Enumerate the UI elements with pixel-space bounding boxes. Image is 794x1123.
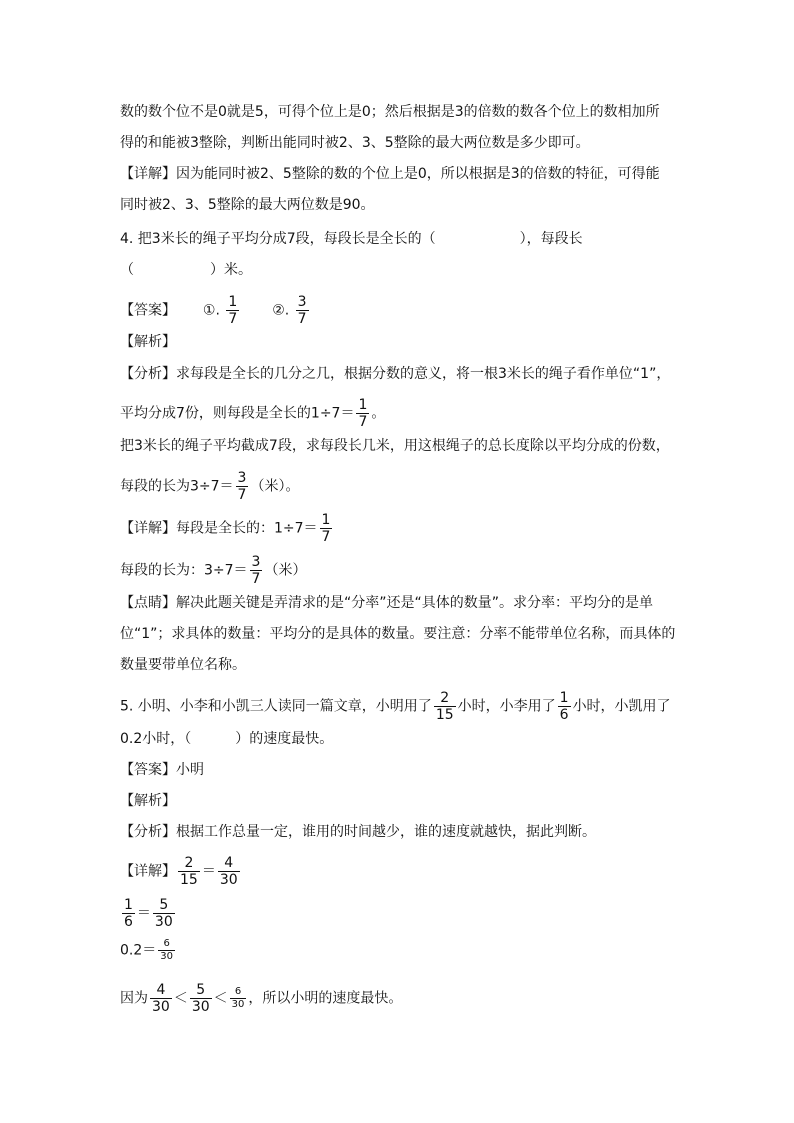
q4-stem-line-1 [120,229,583,249]
q4-fenxi-4-end: （米）。 [250,478,300,495]
q4-xiangjie-1-text: 【详解】每段是全长的：1÷7＝ [120,520,318,537]
q4-stem-line-2 [120,260,252,280]
q5-less-than-1: ＜ [173,990,188,1007]
q4-answer-line [120,294,311,327]
q5-stem-line-1 [120,690,671,723]
q5-fenxi: 【分析】根据工作总量一定，谁用的时间越少，谁的速度就越快，据此判断。 [120,824,596,840]
q4-fenxi-3: 把3米长的绳子平均截成7段，求每段长几米，用这根绳子的总长度除以平均分成的份数， [120,438,670,454]
q5-eq2-right-fraction: $\frac{5}{30}$ [154,897,173,930]
q4-answer-label: 【答案】 [120,302,176,319]
intro-line-2: 得的和能被3整除，判断出能同时被2、3、5整除的最大两位数是多少即可。 [120,135,590,151]
q4-dianjing-1: 【点睛】解决此题关键是弄清求的是“分率”还是“具体的数量”。求分率：平均分的是单 [120,595,654,611]
q4-jiexi: 【解析】 [120,334,176,350]
q4-ans2-fraction: $\frac{3}{7}$ [297,294,307,327]
q5-eq2-left-fraction: $\frac{1}{6}$ [124,897,133,930]
q4-stem-2b: ）米。 [210,262,252,278]
q4-ans2-prefix: ②. [272,302,290,319]
q5-eq1-sign: ＝ [201,863,216,880]
q5-stem-2a: 0.2小时，（ [120,731,192,747]
q5-conclusion-suffix: ，所以小明的速度最快。 [248,990,403,1007]
q5-jiexi: 【解析】 [120,793,176,809]
q5-stem-1c: 小时，小凯用了 [572,698,671,715]
q5-conclusion-fraction-1: $\frac{4}{30}$ [152,982,170,1015]
q5-stem-fraction-2: $\frac{1}{6}$ [559,690,569,723]
q5-eq2-sign: ＝ [136,905,151,922]
q4-fenxi-4-fraction: $\frac{3}{7}$ [237,470,247,503]
q4-dianjing-3: 数量要带单位名称。 [120,657,246,673]
q4-ans1-prefix: ①. [202,302,220,319]
q5-conclusion-prefix: 因为 [120,990,148,1007]
q5-eq3-left: 0.2＝ [120,942,157,959]
q5-stem-1a: 5. 小明、小李和小凯三人读同一篇文章，小明用了 [120,698,432,715]
q5-conclusion [120,982,402,1015]
q5-eq3 [120,938,177,963]
q5-xiangjie-label: 【详解】 [120,863,176,880]
q4-xiangjie-2-fraction: $\frac{3}{7}$ [251,554,261,587]
q5-less-than-2: ＜ [213,990,228,1007]
q4-dianjing-2: 位“1”；求具体的数量：平均分的是具体的数量。要注意：分率不能带单位名称，而具体的 [120,626,676,642]
q4-fenxi-4 [120,470,299,503]
q5-answer: 【答案】小明 [120,762,204,778]
q4-xiangjie-2-end: （米） [264,562,307,579]
intro-line-3: 【详解】因为能同时被2、5整除的数的个位上是0，所以根据是3的倍数的特征，可得能 [120,166,660,182]
q4-stem-1a: 4. 把3米长的绳子平均分成7段，每段长是全长的（ [120,231,436,247]
intro-line-1: 数的数个位不是0就是5，可得个位上是0；然后根据是3的倍数的数各个位上的数相加所 [120,104,660,120]
q5-stem-line-2 [120,729,333,749]
q4-fenxi-2-fraction: $\frac{1}{7}$ [358,397,368,430]
q5-conclusion-fraction-3: $\frac{6}{30}$ [231,986,245,1010]
q5-eq1-right-fraction: $\frac{4}{30}$ [219,855,238,888]
q4-fenxi-2 [120,397,385,430]
q5-eq1 [120,855,242,888]
q4-fenxi-1: 【分析】求每段是全长的几分之几，根据分数的意义，将一根3米长的绳子看作单位“1”， [120,366,671,382]
q4-fenxi-2-text: 平均分成7份，则每段是全长的1÷7＝ [120,405,355,422]
q4-xiangjie-2 [120,554,306,587]
q4-stem-2a: （ [120,262,134,278]
q4-ans1-fraction: $\frac{1}{7}$ [228,294,238,327]
q4-fenxi-2-end: 。 [371,405,386,422]
q4-stem-1b: ），每段长 [519,231,583,247]
intro-line-4: 同时被2、3、5整除的最大两位数是90。 [120,197,375,213]
q5-stem-2b: ）的速度最快。 [235,731,334,747]
q4-xiangjie-1-fraction: $\frac{1}{7}$ [321,512,331,545]
q4-xiangjie-1 [120,512,334,545]
q4-xiangjie-2-text: 每段的长为：3÷7＝ [120,562,248,579]
q5-stem-fraction-1: $\frac{2}{15}$ [435,690,454,723]
q5-eq2 [120,897,177,930]
q5-conclusion-fraction-2: $\frac{5}{30}$ [191,982,210,1015]
q5-stem-1b: 小时，小李用了 [457,698,556,715]
q5-eq1-left-fraction: $\frac{2}{15}$ [180,855,198,888]
q4-fenxi-4-text: 每段的长为3÷7＝ [120,478,234,495]
q5-eq3-right-fraction: $\frac{6}{30}$ [160,938,173,962]
